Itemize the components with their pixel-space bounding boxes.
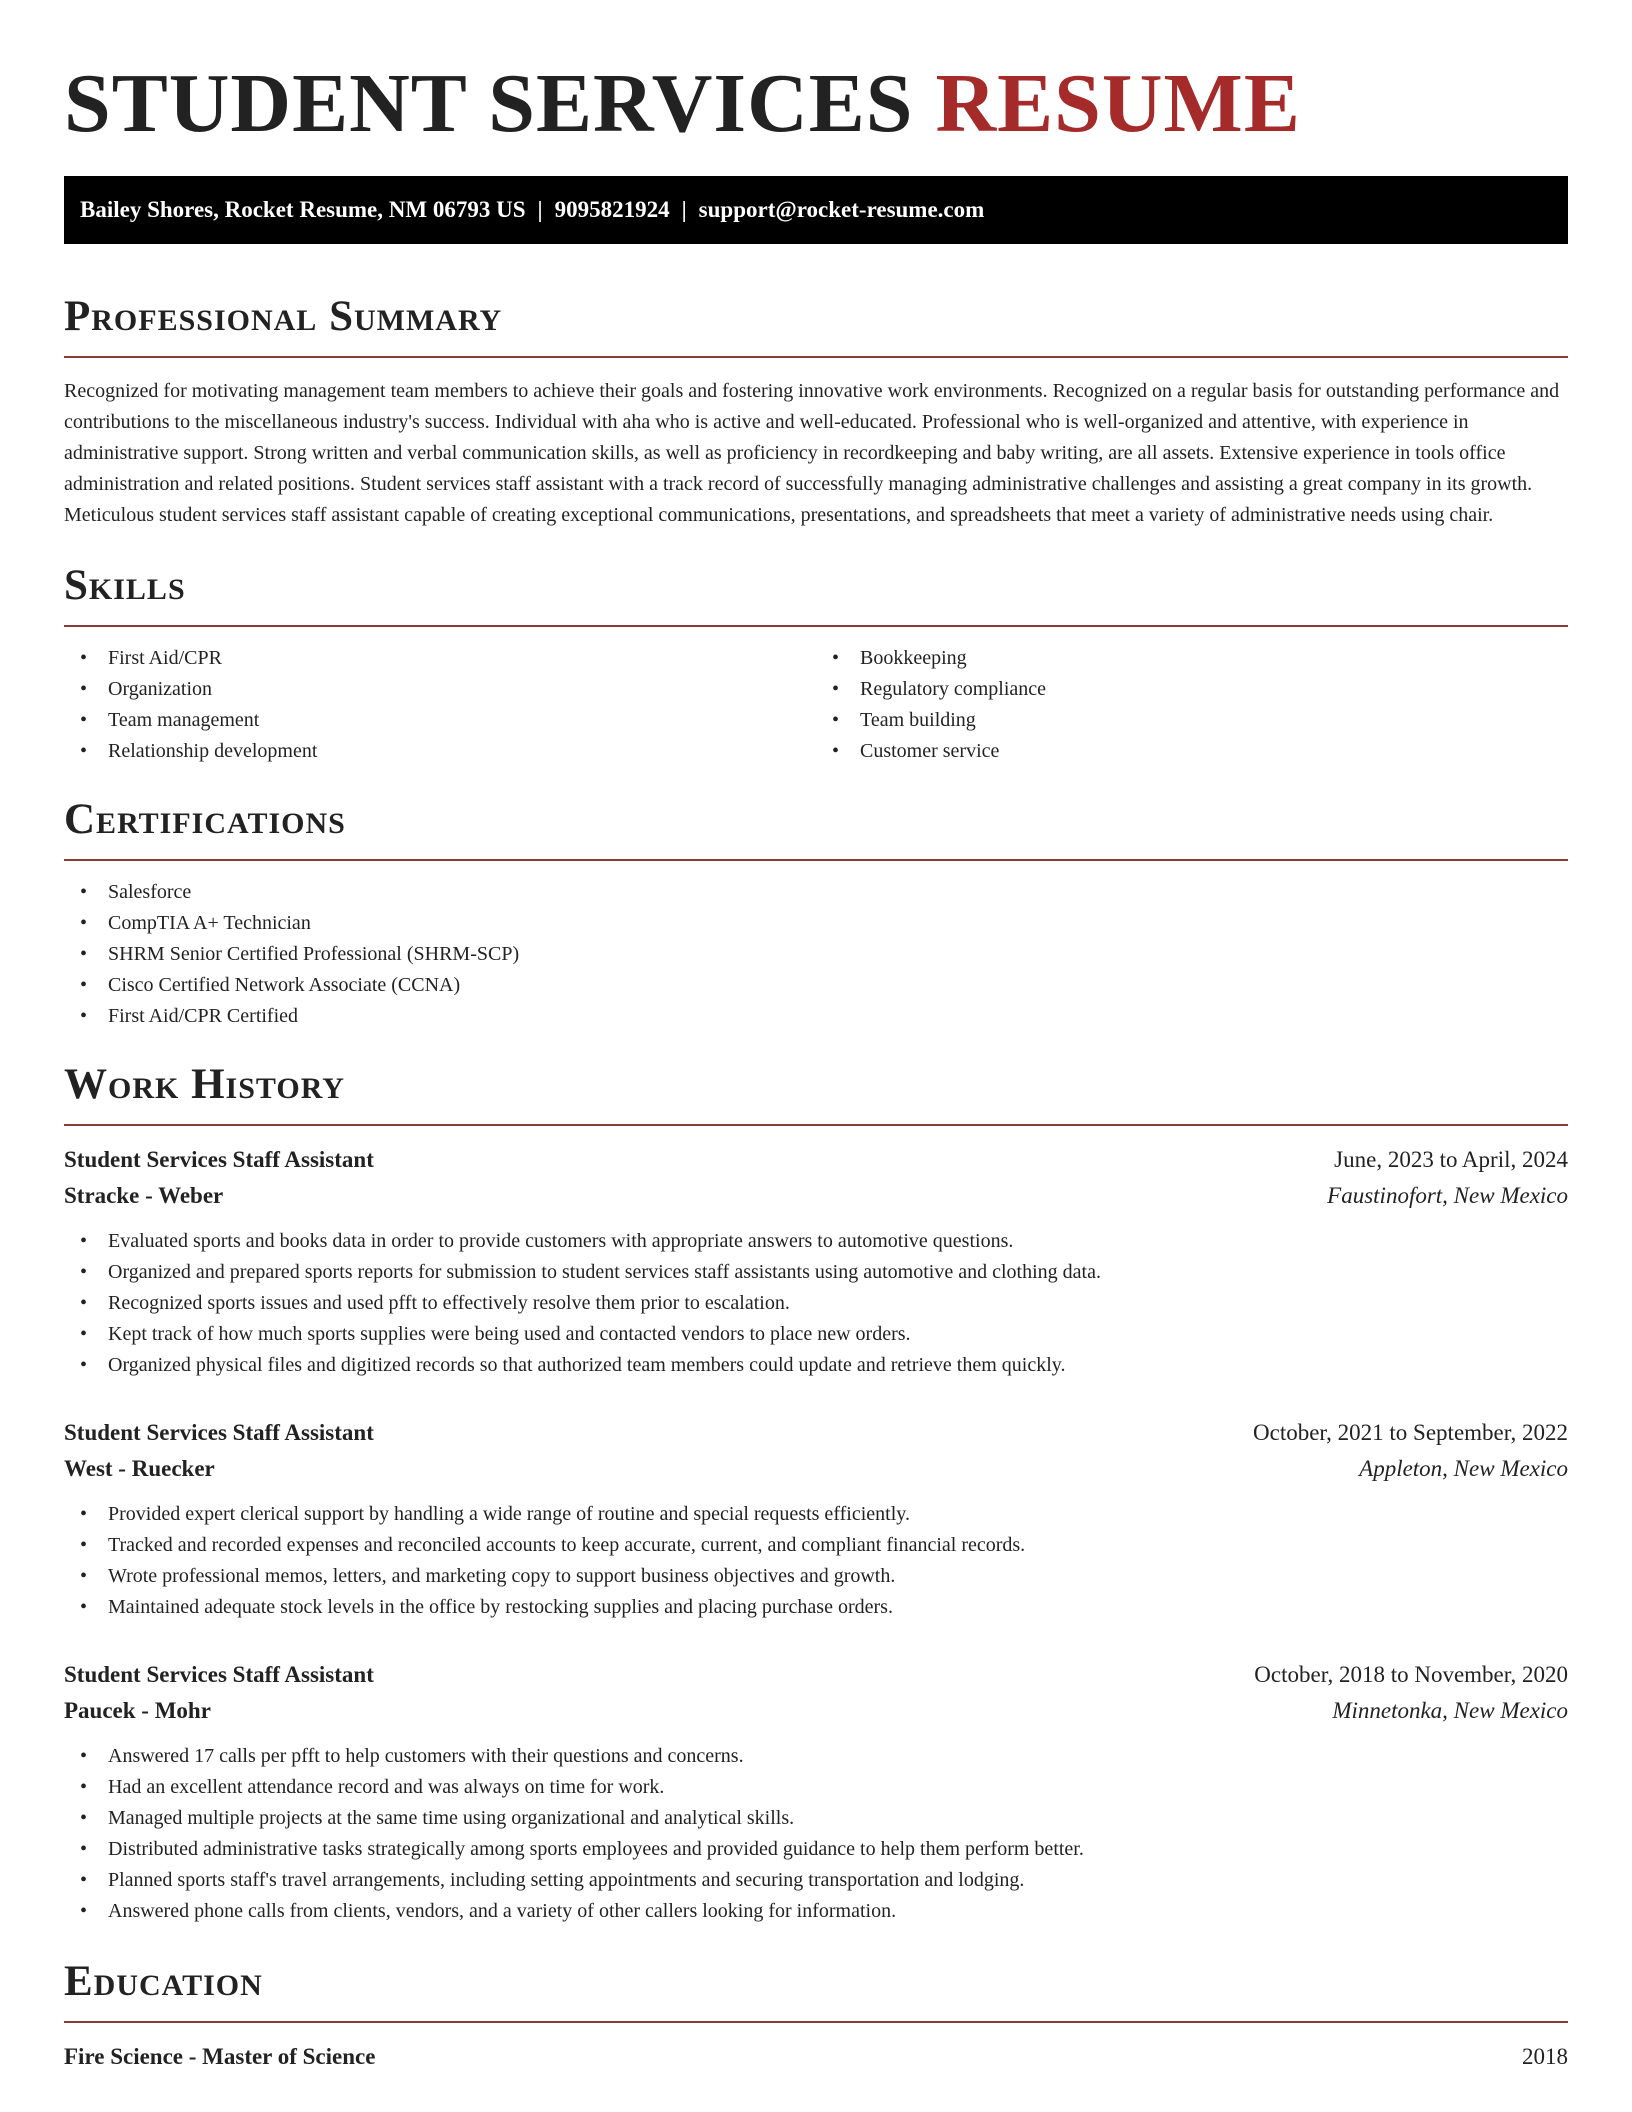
- skill-item: • Team building: [816, 705, 1568, 736]
- certifications-list: [64, 877, 1568, 1032]
- job-company-row: [64, 1693, 1568, 1729]
- job-dates: October, 2018 to November, 2020: [1254, 1662, 1568, 1687]
- job-bullet: • Answered 17 calls per pfft to help customers with their questions and concerns.: [64, 1741, 1568, 1772]
- skill-item: • Relationship development: [64, 736, 816, 767]
- section-divider: [64, 859, 1568, 861]
- skill-item: • Bookkeeping: [816, 643, 1568, 674]
- job-bullet: • Maintained adequate stock levels in the office by restocking supplies and placing purchase orders.: [64, 1592, 1568, 1623]
- job-entry: [64, 1657, 1568, 1927]
- job-bullet: • Planned sports staff's travel arrangements, including setting appointments and securing transportation and lodging.: [64, 1865, 1568, 1896]
- job-bullet: • Tracked and recorded expenses and reconciled accounts to keep accurate, current, and compliant financial records.: [64, 1530, 1568, 1561]
- certifications-section: [64, 793, 1568, 1032]
- section-divider: [64, 356, 1568, 358]
- job-bullet: • Distributed administrative tasks strategically among sports employees and provided guidance to help them perform better.: [64, 1834, 1568, 1865]
- job-header-row: [64, 1657, 1568, 1693]
- work-history-heading: Work History: [64, 1061, 345, 1108]
- section-divider: [64, 625, 1568, 627]
- job-bullet: • Managed multiple projects at the same time using organizational and analytical skills.: [64, 1803, 1568, 1834]
- job-bullet: • Organized physical files and digitized records so that authorized team members could update and retrieve them quickly.: [64, 1350, 1568, 1381]
- skill-item: • Regulatory compliance: [816, 674, 1568, 705]
- job-entry: [64, 1142, 1568, 1381]
- title-main: STUDENT SERVICES: [64, 57, 914, 150]
- job-bullet: • Kept track of how much sports supplies were being used and contacted vendors to place new orders.: [64, 1319, 1568, 1350]
- summary-heading: Professional Summary: [64, 293, 503, 340]
- contact-phone: 9095821924: [554, 197, 670, 222]
- skill-item: • First Aid/CPR: [64, 643, 816, 674]
- section-divider: [64, 2021, 1568, 2023]
- job-company: West - Ruecker: [64, 1456, 215, 1481]
- contact-address: Bailey Shores, Rocket Resume, NM 06793 US: [80, 197, 526, 222]
- job-title: Student Services Staff Assistant: [64, 1662, 374, 1687]
- job-location: Minnetonka, New Mexico: [1332, 1698, 1568, 1723]
- contact-email[interactable]: support@rocket-resume.com: [698, 197, 985, 222]
- skills-list-left: [64, 643, 816, 767]
- job-entry: [64, 1415, 1568, 1623]
- education-section: [64, 1955, 1568, 2075]
- certification-item: • SHRM Senior Certified Professional (SHRM-SCP): [64, 939, 1568, 970]
- job-company: Paucek - Mohr: [64, 1698, 211, 1723]
- contact-bar: [64, 176, 1568, 244]
- education-entry: [64, 2039, 1568, 2075]
- summary-text: Recognized for motivating management team members to achieve their goals and fostering innovative work environments. Recognized on a regular basis for outstanding performance and contributions to the miscellaneous industry's success. Individual with aha who is active and well-educated. Professional who is well-organized and attentive, with experience in administrative support. Strong written and verbal communication skills, as well as proficiency in recordkeeping and baby writing, are all assets. Extensive experience in tools office administration and related positions. Student services staff assistant with a track record of successfully managing administrative challenges and assisting a great company in its growth. Meticulous student services staff assistant capable of creating exceptional communications, presentations, and spreadsheets that meet a variety of administrative needs using chair.: [64, 380, 1560, 526]
- skills-section: [64, 559, 1568, 767]
- skills-heading: Skills: [64, 562, 186, 609]
- skill-item: • Team management: [64, 705, 816, 736]
- certifications-heading: Certifications: [64, 796, 346, 843]
- education-degree: Fire Science - Master of Science: [64, 2044, 376, 2069]
- job-dates: October, 2021 to September, 2022: [1253, 1420, 1568, 1445]
- job-bullet: • Recognized sports issues and used pfft to effectively resolve them prior to escalation.: [64, 1288, 1568, 1319]
- resume-title: [64, 0, 1568, 154]
- job-bullet: • Wrote professional memos, letters, and marketing copy to support business objectives and growth.: [64, 1561, 1568, 1592]
- job-company-row: [64, 1178, 1568, 1214]
- skill-item: • Organization: [64, 674, 816, 705]
- skill-item: • Customer service: [816, 736, 1568, 767]
- job-bullet: • Evaluated sports and books data in order to provide customers with appropriate answers to automotive questions.: [64, 1226, 1568, 1257]
- job-bullet: • Answered phone calls from clients, vendors, and a variety of other callers looking for information.: [64, 1896, 1568, 1927]
- education-heading: Education: [64, 1958, 263, 2005]
- job-title: Student Services Staff Assistant: [64, 1147, 374, 1172]
- job-bullets: [64, 1226, 1568, 1381]
- title-accent: RESUME: [935, 57, 1301, 150]
- certification-item: • Cisco Certified Network Associate (CCNA): [64, 970, 1568, 1001]
- job-bullets: [64, 1499, 1568, 1623]
- job-location: Faustinofort, New Mexico: [1327, 1183, 1568, 1208]
- contact-separator: |: [537, 197, 543, 222]
- skills-grid: [64, 643, 1568, 767]
- job-dates: June, 2023 to April, 2024: [1334, 1147, 1568, 1172]
- contact-separator: |: [681, 197, 687, 222]
- job-bullet: • Had an excellent attendance record and was always on time for work.: [64, 1772, 1568, 1803]
- job-header-row: [64, 1415, 1568, 1451]
- job-location: Appleton, New Mexico: [1359, 1456, 1568, 1481]
- skills-list-right: [816, 643, 1568, 767]
- job-bullet: • Provided expert clerical support by handling a wide range of routine and special requests efficiently.: [64, 1499, 1568, 1530]
- job-title: Student Services Staff Assistant: [64, 1420, 374, 1445]
- section-divider: [64, 1124, 1568, 1126]
- certification-item: • CompTIA A+ Technician: [64, 908, 1568, 939]
- work-history-section: [64, 1058, 1568, 1927]
- job-header-row: [64, 1142, 1568, 1178]
- certification-item: • Salesforce: [64, 877, 1568, 908]
- job-company-row: [64, 1451, 1568, 1487]
- certification-item: • First Aid/CPR Certified: [64, 1001, 1568, 1032]
- job-bullet: • Organized and prepared sports reports for submission to student services staff assistants using automotive and clothing data.: [64, 1257, 1568, 1288]
- job-company: Stracke - Weber: [64, 1183, 224, 1208]
- summary-section: [64, 290, 1568, 531]
- job-bullets: [64, 1741, 1568, 1927]
- education-year: 2018: [1522, 2044, 1568, 2069]
